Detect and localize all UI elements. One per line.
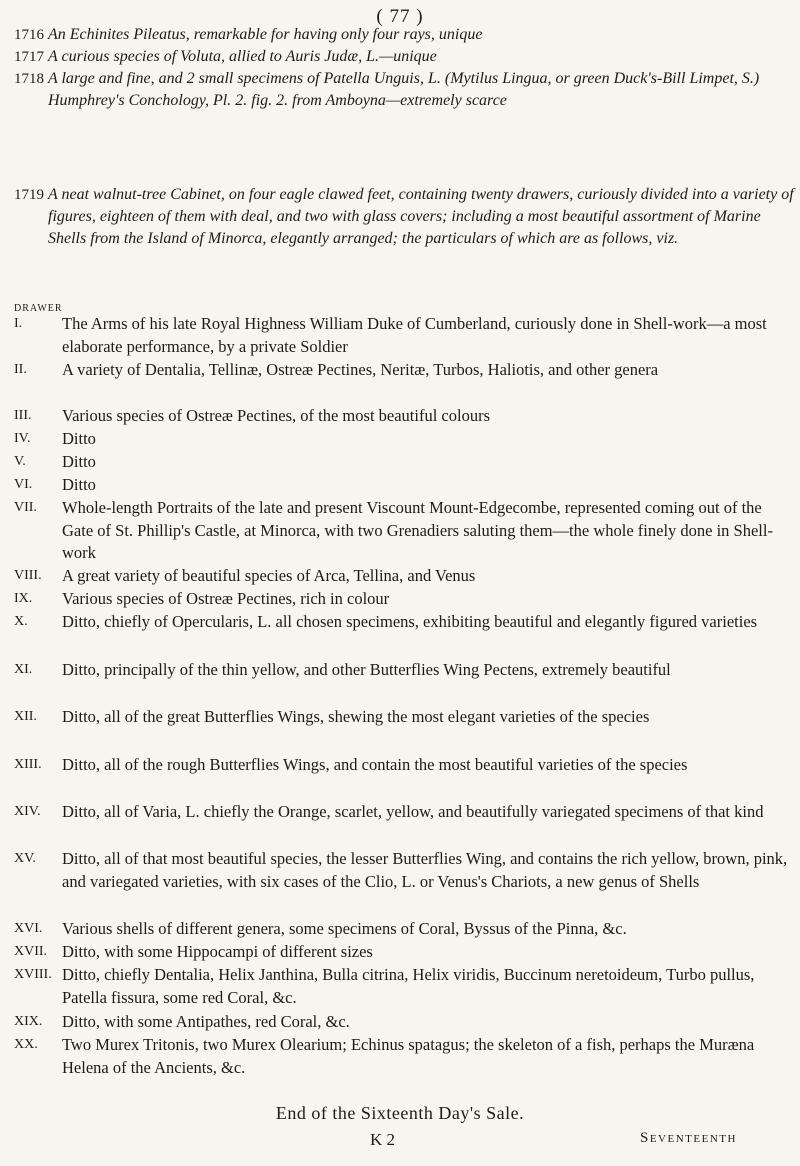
drawer-item [14, 611, 794, 634]
lot-entry [14, 46, 794, 68]
drawer-description: Ditto, with some Hippocampi of different sizes [62, 942, 373, 961]
drawer-description: Various species of Ostreæ Pectines, rich in colour [62, 589, 390, 608]
lot-number: 1716 [14, 27, 44, 43]
drawer-number: XVI. [14, 921, 43, 936]
drawer-item [14, 588, 794, 611]
lot-entry [14, 184, 794, 250]
signature-mark: K 2 [370, 1130, 396, 1149]
drawer-item [14, 497, 794, 565]
drawer-number: XX. [14, 1037, 38, 1052]
drawer-item [14, 659, 794, 682]
drawer-description: Ditto, chiefly of Opercularis, L. all chosen specimens, exhibiting beautiful and elegantly figured varieties [62, 612, 758, 631]
drawer-number: X. [14, 614, 28, 629]
drawer-item [14, 918, 794, 941]
drawer-item [14, 313, 794, 358]
drawer-description: Whole-length Portraits of the late and present Viscount Mount-Edgecombe, represented coming out of the Gate of St. Phillip's Castle, at Minorca, with two Grenadiers saluting them—the whole finely done in Shell-work [62, 498, 773, 562]
drawer-description: Ditto [62, 429, 96, 448]
lot-entry [14, 24, 794, 46]
drawer-number: XIV. [14, 804, 41, 819]
drawer-item [14, 474, 794, 497]
drawer-item [14, 428, 794, 451]
drawer-description: Ditto [62, 452, 96, 471]
drawer-description: Ditto, all of that most beautiful species, the lesser Butterflies Wing, and contains the rich yellow, brown, pink, and variegated varieties, with six cases of the Clio, L. or Venus's Chariots, a new genus of Shells [62, 849, 788, 891]
drawer-number: XIX. [14, 1014, 43, 1029]
drawer-number: VIII. [14, 568, 42, 583]
drawer-number: XIII. [14, 757, 42, 772]
drawer-description: Various species of Ostreæ Pectines, of the most beautiful colours [62, 406, 490, 425]
drawer-item [14, 1034, 794, 1079]
drawer-number: XV. [14, 851, 36, 866]
drawer-description: Various shells of different genera, some specimens of Coral, Byssus of the Pinna, &c. [62, 919, 627, 938]
drawer-description: A great variety of beautiful species of Arca, Tellina, and Venus [62, 566, 476, 585]
lot-description: A neat walnut-tree Cabinet, on four eagle clawed feet, containing twenty drawers, curiously divided into a variety of figures, eighteen of them with deal, and two with glass covers; including a most beautiful assortment of Marine Shells from the Island of Minorca, elegantly arranged; the particulars of which are as follows, viz. [48, 186, 794, 247]
lot-number: 1719 [14, 187, 44, 203]
drawer-description: The Arms of his late Royal Highness William Duke of Cumberland, curiously done in Shell-work—a most elaborate performance, by a private Soldier [62, 314, 767, 356]
drawer-description: Ditto, all of the great Butterflies Wings, shewing the most elegant varieties of the species [62, 707, 650, 726]
drawer-item [14, 941, 794, 964]
drawer-item [14, 801, 794, 824]
drawer-number: III. [14, 408, 32, 423]
drawer-number: V. [14, 454, 26, 469]
drawer-number: VII. [14, 500, 37, 515]
drawer-item [14, 565, 794, 588]
drawer-item [14, 1011, 794, 1034]
lot-description: A curious species of Voluta, allied to Auris Judæ, L.—unique [48, 48, 437, 65]
drawer-item [14, 964, 794, 1009]
end-of-sale-line: End of the Sixteenth Day's Sale. [275, 1103, 525, 1123]
lot-description: An Echinites Pileatus, remarkable for having only four rays, unique [48, 26, 483, 43]
drawer-item [14, 405, 794, 428]
drawer-number: XVII. [14, 944, 48, 959]
drawer-item [14, 848, 794, 893]
drawer-number: IX. [14, 591, 33, 606]
drawer-heading: DRAWER [14, 303, 63, 314]
drawer-item [14, 359, 794, 382]
lot-description: A large and fine, and 2 small specimens of Patella Unguis, L. (Mytilus Lingua, or green Duck's-Bill Limpet, S.) Humphrey's Conchology, Pl. 2. fig. 2. from Amboyna—extremely scarce [48, 70, 760, 109]
drawer-description: Ditto, all of the rough Butterflies Wings, and contain the most beautiful varieties of the species [62, 755, 688, 774]
drawer-description: Ditto, principally of the thin yellow, and other Butterflies Wing Pectens, extremely beautiful [62, 660, 671, 679]
drawer-description: Ditto [62, 475, 96, 494]
drawer-item [14, 706, 794, 729]
drawer-number: XI. [14, 662, 33, 677]
page-number: ( 77 ) [376, 6, 424, 27]
drawer-description: Ditto, with some Antipathes, red Coral, &c. [62, 1012, 350, 1031]
drawer-item [14, 754, 794, 777]
drawer-description: Ditto, all of Varia, L. chiefly the Orange, scarlet, yellow, and beautifully variegated specimens of that kind [62, 802, 764, 821]
lot-entry [14, 68, 794, 112]
drawer-number: I. [14, 316, 23, 331]
drawer-item [14, 451, 794, 474]
catchword: Seventeenth [640, 1130, 737, 1146]
drawer-number: XVIII. [14, 967, 52, 982]
drawer-description: A variety of Dentalia, Tellinæ, Ostreæ Pectines, Neritæ, Turbos, Haliotis, and other genera [62, 360, 659, 379]
drawer-number: II. [14, 362, 27, 377]
drawer-number: IV. [14, 431, 31, 446]
lot-number: 1718 [14, 71, 44, 87]
drawer-number: VI. [14, 477, 33, 492]
lot-number: 1717 [14, 49, 44, 65]
drawer-description: Two Murex Tritonis, two Murex Olearium; Echinus spatagus; the skeleton of a fish, perhaps the Muræna Helena of the Ancients, &c. [62, 1035, 755, 1077]
drawer-description: Ditto, chiefly Dentalia, Helix Janthina, Bulla citrina, Helix viridis, Buccinum neretoideum, Turbo pullus, Patella fissura, some red Coral, &c. [62, 965, 755, 1007]
drawer-number: XII. [14, 709, 37, 724]
